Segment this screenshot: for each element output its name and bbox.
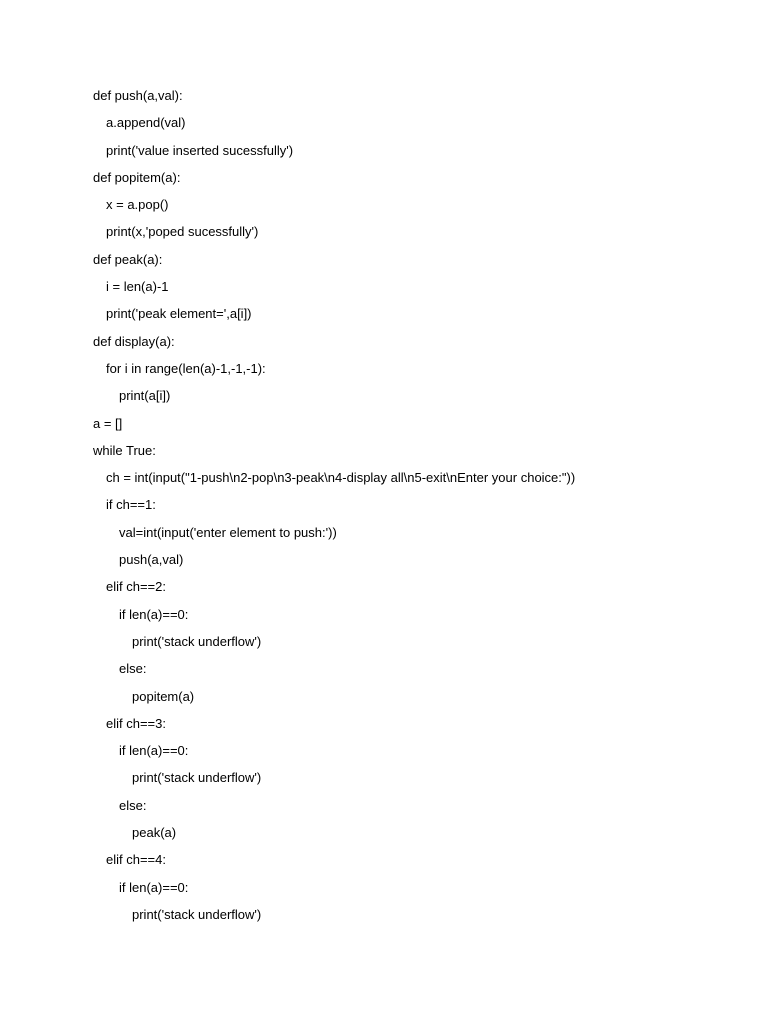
code-line: print('stack underflow')	[132, 770, 262, 786]
code-line: elif ch==2:	[106, 579, 166, 595]
code-line: def popitem(a):	[93, 169, 181, 185]
code-line: print('value inserted sucessfully')	[106, 142, 294, 158]
code-line: while True:	[93, 442, 156, 458]
code-line: popitem(a)	[132, 688, 195, 704]
code-line: x = a.pop()	[106, 197, 169, 213]
code-line: else:	[119, 797, 147, 813]
code-line: def push(a,val):	[93, 88, 183, 103]
code-line: if ch==1:	[106, 497, 156, 513]
code-line: a = []	[93, 415, 123, 431]
code-line: print('stack underflow')	[132, 906, 262, 922]
code-line: i = len(a)-1	[106, 279, 169, 295]
code-line: if len(a)==0:	[119, 743, 189, 759]
code-line: if len(a)==0:	[119, 606, 189, 622]
code-line: elif ch==4:	[106, 852, 166, 868]
code-line: print('stack underflow')	[132, 633, 262, 649]
code-line: peak(a)	[132, 825, 177, 841]
code-line: for i in range(len(a)-1,-1,-1):	[106, 360, 266, 376]
code-line: def display(a):	[93, 333, 175, 349]
code-listing	[93, 86, 575, 932]
code-line: if len(a)==0:	[119, 879, 189, 895]
code-line: def peak(a):	[93, 251, 163, 267]
code-line: ch = int(input("1-push\n2-pop\n3-peak\n4-display all\n5-exit\nEnter your choice:"))	[106, 470, 576, 486]
code-line: print('peak element=',a[i])	[106, 306, 252, 322]
code-line: a.append(val)	[106, 115, 186, 131]
code-line: elif ch==3:	[106, 715, 166, 731]
code-line: else:	[119, 661, 147, 677]
code-line: print(x,'poped sucessfully')	[106, 224, 259, 240]
code-line: print(a[i])	[119, 388, 171, 404]
code-line: val=int(input('enter element to push:'))	[119, 524, 337, 540]
code-line: push(a,val)	[119, 552, 184, 568]
